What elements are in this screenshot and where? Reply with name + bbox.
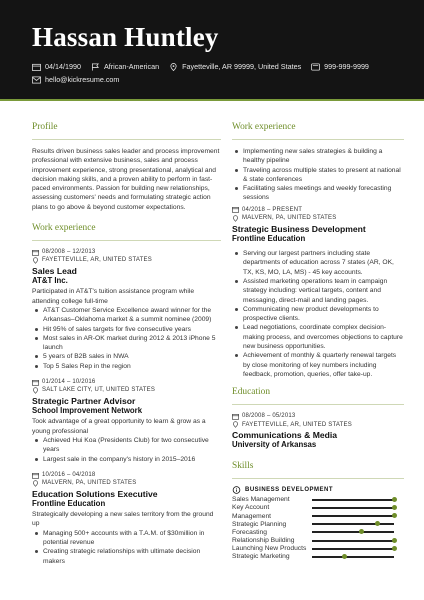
skill-row <box>232 504 404 512</box>
skill-level-marker <box>392 505 397 510</box>
section-title-profile: Profile <box>32 122 58 132</box>
skill-level-bar <box>312 507 394 509</box>
profile-text: Results driven business sales leader and process improvement professional with extensive business, sales and process improvement experience, strong presentational, analytical and decision making skills, and a proven ability to perform in fast-paced environments. Passion for building new relationships, assessing customers' needs and formulating strategic action plans to go above & beyond customer expectations. <box>32 148 220 211</box>
nationality: African-American <box>103 62 160 71</box>
location-pin-icon <box>232 421 239 428</box>
phone-icon <box>311 63 320 71</box>
skill-level-marker <box>392 497 397 502</box>
skill-row <box>232 520 404 528</box>
job-dates <box>32 248 221 256</box>
job-location <box>32 479 221 487</box>
list-item: Largest sale in the company's history in 2015–2016 <box>32 455 221 464</box>
list-item: AT&T Customer Service Excellence award winner for the Arkansas–Oklahoma market & a summit nominee (2009) <box>32 306 221 325</box>
divider <box>232 404 404 405</box>
calendar-icon <box>32 472 39 479</box>
skill-name: Strategic Planning <box>232 520 287 528</box>
skill-level-bar <box>312 523 394 525</box>
list-item: Hit 95% of sales targets for five consecutive years <box>32 325 221 334</box>
skill-level-marker <box>392 513 397 518</box>
location-text: MALVERN, PA, UNITED STATES <box>42 480 137 487</box>
calendar-icon <box>232 206 239 213</box>
dates-text: 04/2018 – PRESENT <box>242 206 303 213</box>
location-pin-icon <box>232 215 239 222</box>
profile-section <box>32 121 221 212</box>
list-item: Implementing new sales strategies & building a healthy pipeline <box>232 147 404 166</box>
nationality-item <box>91 60 159 73</box>
skill-level-bar <box>312 531 394 533</box>
job-company: Frontline Education <box>232 233 306 243</box>
section-title-skills: Skills <box>232 460 254 471</box>
location-pin-icon <box>32 387 39 394</box>
job-description: Participated in AT&T's tuition assistance program while attending college full-time <box>32 288 195 305</box>
mail-icon <box>32 76 41 84</box>
right-column <box>232 101 404 598</box>
work-experience-section <box>32 222 221 566</box>
calendar-icon <box>32 249 39 256</box>
job-entry <box>32 248 221 371</box>
work-experience-continued-section <box>232 121 404 379</box>
education-degree: Communications & Media <box>232 430 338 441</box>
list-item: Traveling across multiple states to present at national & state conferences <box>232 166 404 185</box>
list-item: Most sales in AR-OK market during 2012 & 2013 iPhone 5 launch <box>32 334 221 353</box>
location-pin-icon <box>32 257 39 264</box>
skill-level-bar <box>312 548 394 550</box>
phone-item <box>311 60 369 73</box>
education-school: University of Arkansas <box>232 440 317 450</box>
location-text: FAYETTEVILLE, AR, UNITED STATES <box>42 257 152 264</box>
email[interactable]: hello@kickresume.com <box>45 75 120 84</box>
skill-name: Strategic Marketing <box>232 553 290 561</box>
resume-header <box>0 0 424 101</box>
job-role: Sales Lead <box>32 265 77 276</box>
list-item: Assisted marketing operations team in campaign strategy including: vertical targets, content and messaging, direct-mail and landing pages. <box>232 277 404 305</box>
calendar-icon <box>32 63 41 71</box>
contact-info <box>32 60 392 86</box>
job-role: Education Solutions Executive <box>32 488 158 499</box>
job-location <box>32 256 221 264</box>
job-bullets <box>232 249 404 379</box>
location-text: SALT LAKE CITY, UT, UNITED STATES <box>42 387 156 394</box>
job-bullets <box>32 436 221 464</box>
divider <box>232 478 404 479</box>
skill-level-bar <box>312 556 394 558</box>
skill-row <box>232 545 404 553</box>
divider <box>32 240 221 241</box>
education-dates <box>232 412 404 420</box>
dates-text: 08/2008 – 12/2013 <box>42 249 96 256</box>
section-title-work: Work experience <box>32 223 96 234</box>
list-item: Managing 500+ accounts with a T.A.M. of $30million in potential revenue <box>32 529 221 548</box>
skill-level-marker <box>392 546 397 551</box>
job-dates <box>232 206 404 214</box>
skill-level-bar <box>312 515 394 517</box>
left-column <box>32 101 221 598</box>
skill-name: Forecasting <box>232 528 267 536</box>
job-dates <box>32 471 221 479</box>
skill-row <box>232 553 404 561</box>
skill-name: Sales Management <box>232 496 290 504</box>
info-icon <box>232 486 241 494</box>
divider <box>232 139 404 140</box>
skills-list <box>232 496 404 562</box>
skill-name: Management <box>232 512 272 520</box>
flag-icon <box>91 63 100 71</box>
location-text: FAYETTEVILLE, AR, UNITED STATES <box>242 421 352 428</box>
location-pin-icon <box>32 480 39 487</box>
dates-text: 10/2016 – 04/2018 <box>42 471 96 478</box>
list-item: Achievement of monthly & quarterly renewal targets by close monitoring of key numbers including feedback, promotion, queries, offer take-up. <box>232 351 404 379</box>
job-role: Strategic Partner Advisor <box>32 395 136 406</box>
skill-level-marker <box>342 554 347 559</box>
job-entry <box>232 206 404 379</box>
job-role: Strategic Business Development <box>232 223 366 234</box>
job-company: School Improvement Network <box>32 405 143 415</box>
job-company: Frontline Education <box>32 498 106 508</box>
candidate-name: Hassan Huntley <box>32 22 219 52</box>
skills-section <box>232 460 404 562</box>
list-item: Creating strategic relationships with ultimate decision makers <box>32 547 221 566</box>
skill-level-marker <box>359 529 364 534</box>
list-item: 5 years of B2B sales in NWA <box>32 352 221 361</box>
job-location <box>232 214 404 222</box>
dates-text: 08/2008 – 05/2013 <box>242 413 296 420</box>
skill-name: Key Account <box>232 504 270 512</box>
job-entry <box>32 471 221 566</box>
email-item <box>32 73 119 86</box>
location: Fayetteville, AR 99999, United States <box>182 62 302 71</box>
location-item <box>169 60 301 73</box>
job-dates <box>32 378 221 386</box>
skill-level-marker <box>392 538 397 543</box>
skill-level-bar <box>312 499 394 501</box>
calendar-icon <box>232 413 239 420</box>
job-bullets <box>32 529 221 566</box>
location-text: MALVERN, PA, UNITED STATES <box>242 215 337 222</box>
birthdate: 04/14/1990 <box>45 62 81 71</box>
location-pin-icon <box>169 63 178 71</box>
job-company: AT&T Inc. <box>32 275 68 285</box>
list-item: Lead negotiations, coordinate complex decision-making process, and overcomes objections to capture new business opportunities. <box>232 323 404 351</box>
job-entry <box>32 378 221 464</box>
skill-name: Launching New Products <box>232 545 307 553</box>
skill-level-marker <box>375 521 380 526</box>
list-item: Serving our largest partners including state departments of education across 7 states (AR, OK, TX, KS, MO, LA, MS) - 45 key accounts. <box>232 249 404 277</box>
skill-level-bar <box>312 540 394 542</box>
skill-row <box>232 528 404 536</box>
section-title-education: Education <box>232 387 271 398</box>
dates-text: 01/2014 – 10/2016 <box>42 379 96 386</box>
job-bullets <box>232 147 404 203</box>
list-item: Achieved Hui Koa (Presidents Club) for two consecutive years <box>32 436 221 455</box>
job-description: Strategically developing a new sales territory from the ground up <box>32 511 214 528</box>
skill-row <box>232 512 404 520</box>
education-location <box>232 421 404 429</box>
section-title-work: Work experience <box>232 122 296 132</box>
calendar-icon <box>32 379 39 386</box>
education-section <box>232 386 404 449</box>
skill-row <box>232 496 404 504</box>
skills-group-label: BUSINESS DEVELOPMENT <box>245 486 334 493</box>
job-location <box>32 386 221 394</box>
phone[interactable]: 999-999-9999 <box>324 62 369 71</box>
skill-name: Relationship Building <box>232 537 295 545</box>
skills-group-heading <box>232 486 404 494</box>
birthdate-item <box>32 60 81 73</box>
job-bullets <box>32 306 221 371</box>
list-item: Top 5 Sales Rep in the region <box>32 362 221 371</box>
list-item: Communicating new product developments to prospective clients. <box>232 305 404 324</box>
skill-row <box>232 537 404 545</box>
job-description: Took advantage of a great opportunity to learn & grow as a young professional <box>32 418 206 435</box>
resume-body <box>0 101 424 598</box>
divider <box>32 139 221 140</box>
list-item: Facilitating sales meetings and weekly forecasting sessions <box>232 184 404 203</box>
